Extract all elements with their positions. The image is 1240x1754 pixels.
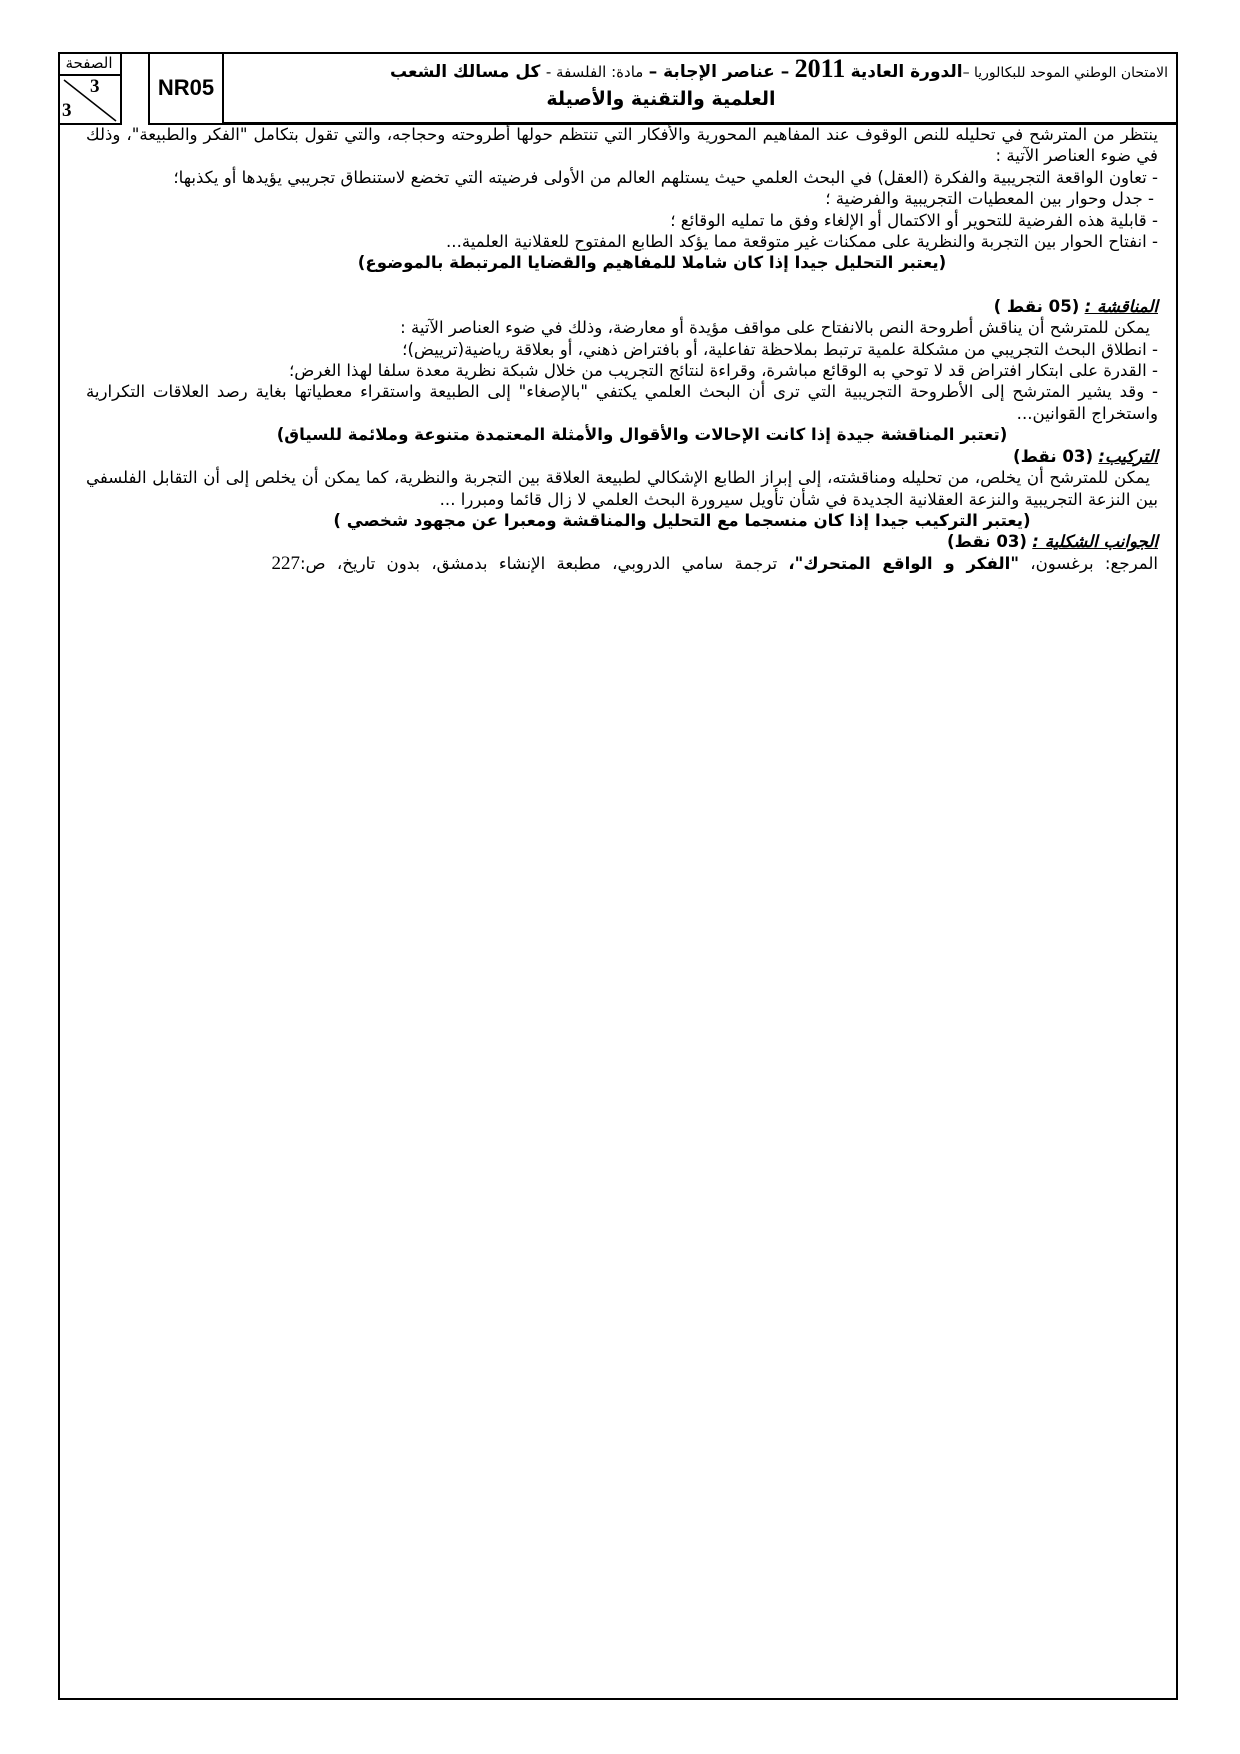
page-number-box — [58, 52, 122, 125]
analysis-item: - تعاون الواقعة التجريبية والفكرة (العقل) في البحث العلمي حيث يستلهم العالم من الأولى فرضيته التي تخضع لاستنطاق تجريبي يؤيدها أو يكذبها؛ — [173, 167, 1158, 187]
reference-page: 227 — [271, 552, 300, 574]
analysis-item: - انفتاح الحوار بين التجربة والنظرية على ممكنات غير متوقعة مما يؤكد الطابع المفتوح للعقلانية العلمية... — [446, 232, 1158, 252]
analysis-intro: ينتظر من المترشح في تحليله للنص الوقوف عند المفاهيم المحورية والأفكار التي تنتظم حولها أطروحته وحجاجه، والتي تقول بتكامل "الفكر والطبيعة"، وذلك في ضوء العناصر الآتية : — [86, 125, 1158, 166]
synthesis-note: (يعتبر التركيب جيدا إذا كان منسجما مع التحليل والمناقشة ومعبرا عن مجهود شخصي ) — [333, 510, 1031, 530]
page-label: الصفحة — [58, 52, 120, 76]
exam-title-line-1 — [234, 56, 1168, 86]
exam-year: 2011 — [794, 54, 846, 83]
streams-line-2: العلمية والتقنية والأصيلة — [546, 88, 776, 110]
exam-title — [224, 52, 1178, 125]
page-total: 3 — [62, 100, 72, 121]
analysis-item: - قابلية هذه الفرضية للتحوير أو الاكتمال أو الإلغاء وفق ما تمليه الوقائع ؛ — [670, 210, 1158, 230]
reference-title: "الفكر و الواقع المتحرك"، — [788, 553, 1019, 573]
formal-heading-line — [86, 531, 1158, 552]
formal-points: (03 نقط) — [947, 532, 1028, 552]
page-current: 3 — [90, 76, 100, 97]
discussion-note: (تعتبر المناقشة جيدة إذا كانت الإحالات والأقوال والأمثلة المعتمدة متنوعة وملائمة للسياق) — [276, 425, 1008, 445]
discussion-intro: يمكن للمترشح أن يناقش أطروحة النص بالانفتاح على مواقف مؤيدة أو معارضة، وذلك في ضوء العناصر الآتية : — [400, 318, 1150, 338]
formal-heading: الجوانب الشكلية : — [1032, 532, 1158, 552]
synthesis-heading-line — [86, 446, 1158, 467]
analysis-note: (يعتبر التحليل جيدا إذا كان شاملا للمفاهيم والقضايا المرتبطة بالموضوع) — [357, 253, 947, 273]
discussion-heading-line — [86, 296, 1158, 317]
synthesis-points: (03 نقط) — [1013, 446, 1094, 466]
discussion-item: - انطلاق البحث التجريبي من مشكلة علمية ترتبط بملاحظة تفاعلية، أو بافتراض ذهني، أو بعلاقة رياضية(ترييض)؛ — [402, 339, 1158, 359]
discussion-points: (05 نقط ) — [993, 296, 1080, 316]
exam-code: NR05 — [148, 52, 224, 125]
answer-content — [86, 124, 1158, 574]
answers-label: – عناصر الإجابة – — [648, 62, 790, 82]
analysis-item: - جدل وحوار بين المعطيات التجريبية والفرضية ؛ — [825, 189, 1154, 209]
session-label: الدورة العادية — [850, 62, 963, 82]
discussion-heading: المناقشة : — [1084, 296, 1158, 316]
synthesis-heading: التركيب: — [1098, 446, 1158, 466]
subject-label: مادة: الفلسفة - — [545, 63, 644, 81]
reference-line — [86, 553, 1158, 574]
streams-label: كل مسالك الشعب — [390, 62, 541, 82]
discussion-item: - القدرة على ابتكار افتراض قد لا توحي به الوقائع مباشرة، وقراءة لنتائج التجريب من خلال شبكة نظرية معدة سلفا لهذا الغرض؛ — [288, 361, 1158, 381]
synthesis-text: يمكن للمترشح أن يخلص، من تحليله ومناقشته، إلى إبراز الطابع الإشكالي لطبيعة العلاقة بين التجربة والنظرية، كما يمكن أن يخلص إلى أن التقابل الفلسفي بين النزعة التجريبية والنزعة العقلانية الجديدة في شأن تأويل سيرورة البحث العلمي لا زال قائما ومبررا ... — [86, 468, 1158, 509]
reference-details: ترجمة سامي الدروبي، مطبعة الإنشاء بدمشق، بدون تاريخ، ص: — [299, 553, 778, 573]
reference-label: المرجع: برغسون، — [1030, 553, 1158, 573]
exam-label: الامتحان الوطني الموحد للبكالوريا – — [962, 65, 1168, 81]
discussion-item: - وقد يشير المترشح إلى الأطروحة التجريبية التي ترى أن البحث العلمي يكتفي "بالإصغاء" إلى الطبيعة واستقراء معطياتها بغاية رصد العلاقات التكرارية واستخراج القوانين... — [86, 382, 1158, 423]
page-header — [58, 52, 1178, 125]
page-fraction — [58, 74, 120, 123]
